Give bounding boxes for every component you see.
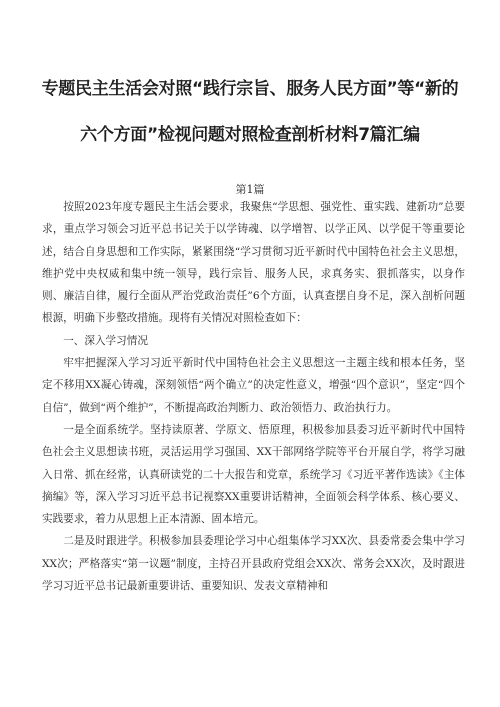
paragraph-study-overview: 牢牢把握深入学习习近平新时代中国特色社会主义思想这一主题主线和根本任务，坚定不移用XX凝心铸魂，深刻领悟“两个确立”的决定性意义，增强“四个意识”，坚定“四个自信”，做到“两个维护”，不断提高政治判断力、政治领悟力、政治执行力。 bbox=[42, 357, 465, 414]
paragraph-point-1: 一是全面系统学。坚持读原著、学原文、悟原理，积极参加县委习近平新时代中国特色社会主义思想读书班，灵活运用学习强国、XX干部网络学院等平台开展自学，将学习融入日常、抓在经常，认真研读党的二十大报告和党章，系统学习《习近平著作选读》《主体摘编》等，深入学习习近平总书记视察XX重要讲话精神，全面领会科学体系、核心要义、实践要求，着力从思想上正本清源、固本培元。 bbox=[42, 423, 465, 526]
paragraph-intro: 按照2023年度专题民主生活会要求，我聚焦“学思想、强党性、重实践、建新功”总要求，重点学习领会习近平总书记关于以学铸魂、以学增智、以学正风、以学促干等重要论述，结合自身思想和工作实际，紧紧围绕“学习贯彻习近平新时代中国特色社会主义思想，维护党中央权威和集中统一领导，践行宗旨、服务人民，求真务实、狠抓落实，以身作则、廉洁自律，履行全面从严治党政治责任”6个方面，认真查摆自身不足，深入剖析问题根源，明确下步整改措施。现将有关情况对照检查如下： bbox=[42, 201, 465, 325]
document-title-line-2: 六个方面”检视问题对照检查剖析材料7篇汇编 bbox=[80, 125, 420, 145]
subheading-study: 一、深入学习情况 bbox=[63, 334, 148, 347]
paragraph-point-2: 二是及时跟进学。积极参加县委理论学习中心组集体学习XX次、县委常委会集中学习XX次；严格落实“第一议题”制度，主持召开县政府党组会XX次、常务会XX次，及时跟进学习习近平总书记最新重要讲话、重要知识、发表文章精神和 bbox=[42, 535, 465, 593]
document-body bbox=[42, 196, 465, 597]
section-heading: 第1篇 bbox=[235, 183, 265, 196]
document-title-line-1: 专题民主生活会对照“践行宗旨、服务人民方面”等“新的 bbox=[41, 79, 459, 99]
